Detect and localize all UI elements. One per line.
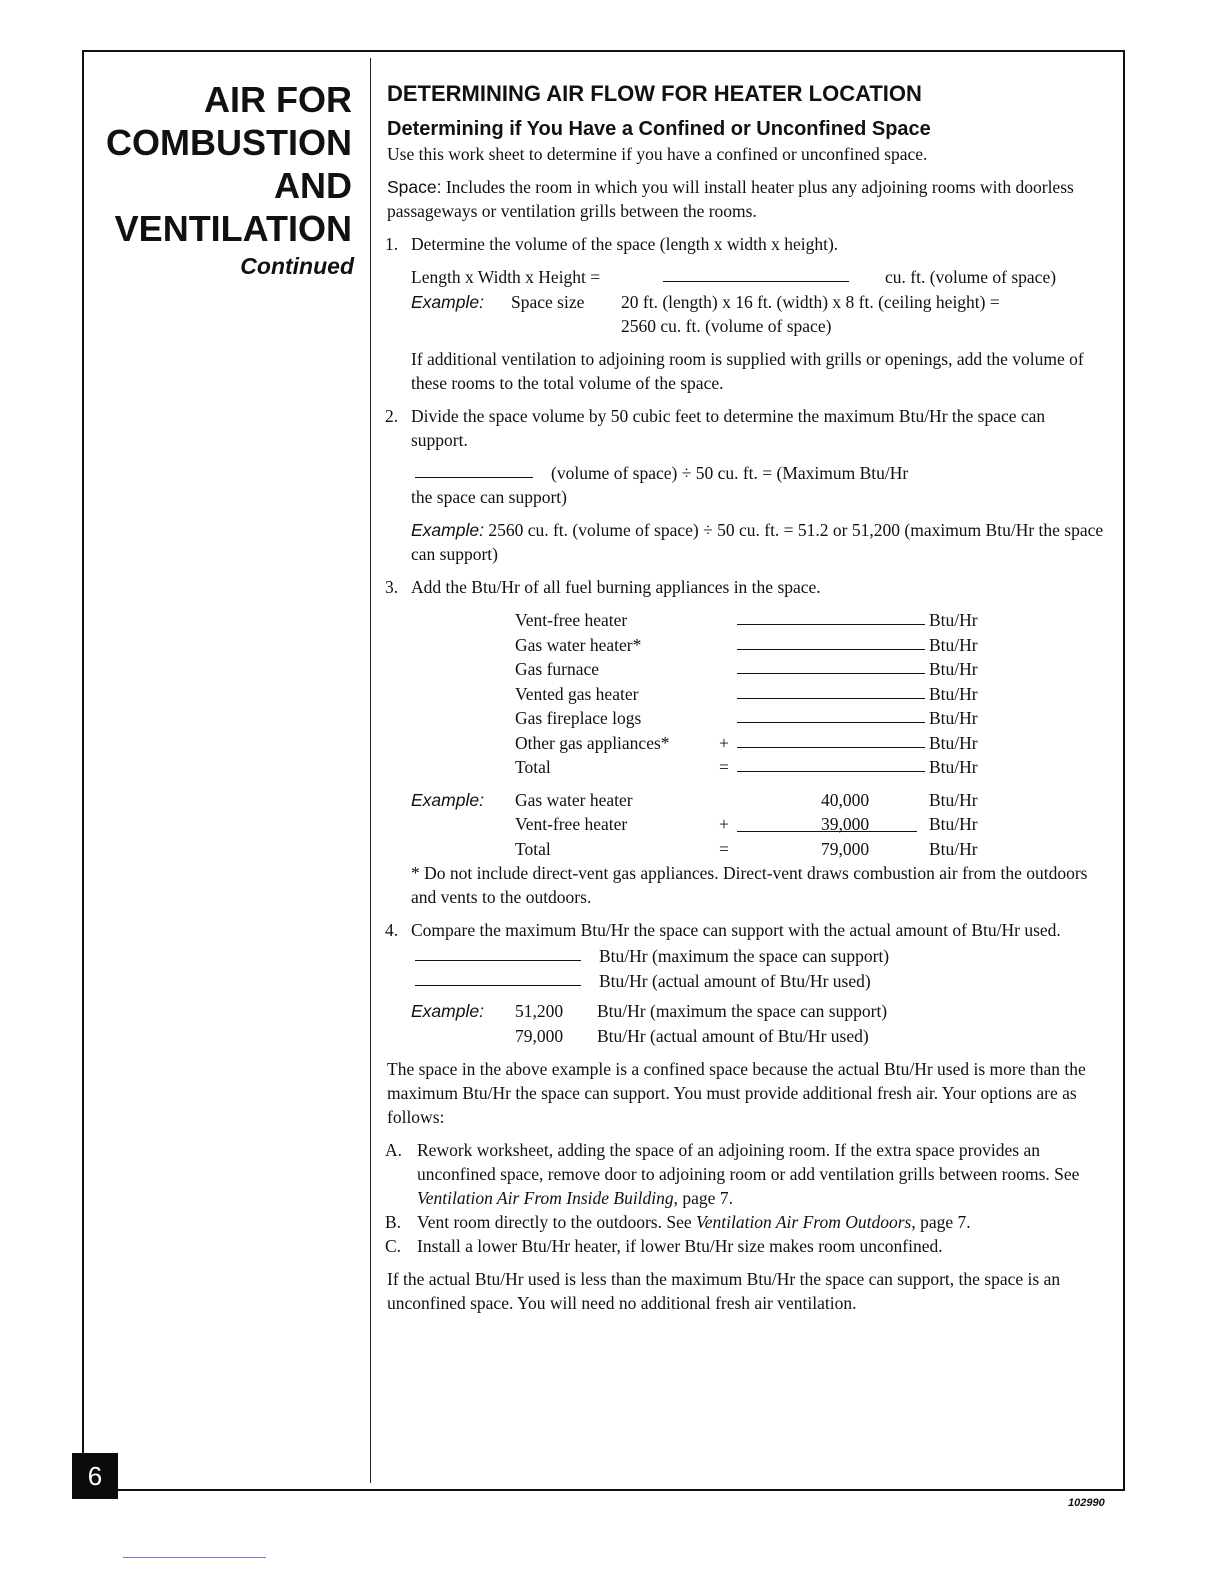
appliance-row [411,731,1105,756]
example-value: 39,000 [821,814,870,834]
option-reference: Ventilation Air From Inside Building [417,1188,674,1208]
option-body: Rework worksheet, adding the space of an adjoining room. If the extra space provides an unconfined space, remove door to adjoining room or add ventilation grills between rooms. See [417,1140,1080,1184]
option-c [385,1234,1105,1258]
example-appliance-name: Vent-free heater [515,814,628,834]
option-letter: C. [385,1236,402,1256]
volume-formula-unit: cu. ft. (volume of space) [885,267,1057,287]
appliance-name: Gas fireplace logs [515,708,642,728]
example-label: Example: [411,1001,484,1021]
option-body: Install a lower Btu/Hr heater, if lower Btu/Hr size makes room unconfined. [417,1236,943,1256]
appliance-operator: = [719,757,729,777]
compare-blank [415,944,581,961]
example-row [411,812,1105,837]
appliance-blank [737,633,925,650]
frame-top-border [82,50,1125,52]
space-definition [387,175,1105,223]
final-text: If the actual Btu/Hr used is less than the maximum Btu/Hr the space can support, the space is an unconfined space. You will need no additional fresh air ventilation. [387,1269,1061,1313]
compare-example-row [411,999,1105,1024]
compare-example-row [411,1024,1105,1049]
appliance-blank [737,682,925,699]
section-title-line: AND [274,165,352,206]
appliance-name: Vent-free heater [515,610,628,630]
step-1-text: Determine the volume of the space (length x width x height). [411,234,839,254]
appliance-row [411,633,1105,658]
step-number: 4. [385,920,399,940]
max-btu-formula: (volume of space) ÷ 50 cu. ft. = (Maximum Btu/Hr [551,462,909,483]
example-unit: Btu/Hr [929,838,978,859]
example-appliance-name: Gas water heater [515,789,633,810]
appliance-unit: Btu/Hr [929,683,978,704]
option-b [385,1210,1105,1234]
step-4-text: Compare the maximum Btu/Hr the space can support with the actual amount of Btu/Hr used. [411,920,1061,940]
section-subtitle: Continued [240,253,354,279]
option-letter: A. [385,1140,403,1160]
example-unit: Btu/Hr [929,789,978,810]
conclusion-text: The space in the above example is a confined space because the actual Btu/Hr used is more than the maximum Btu/Hr the space can support. You must provide additional fresh air. Your options are as follows: [387,1059,1086,1127]
appliance-unit: Btu/Hr [929,708,978,728]
compare-row [411,944,1105,969]
example-label: Example: [411,789,484,810]
appliance-name: Vented gas heater [515,683,639,704]
step-number: 1. [385,234,399,254]
appliance-blank [737,657,925,674]
option-tail: , page 7. [911,1212,971,1232]
example-value: 79,000 [821,838,870,859]
frame-bottom-border [82,1489,1125,1491]
step-number: 3. [385,577,399,597]
appliance-blank [737,731,925,748]
appliance-worksheet [411,608,1105,780]
volume-formula-label: Length x Width x Height = [411,267,601,287]
example-label: Example: [411,291,484,312]
appliance-blank [737,608,925,625]
section-title-line: VENTILATION [114,208,352,249]
section-title [106,78,352,250]
appliance-name: Other gas appliances* [515,732,670,753]
appliance-name: Total [515,757,551,777]
page-number: 6 [72,1453,118,1499]
appliance-row [411,682,1105,707]
option-body: Vent room directly to the outdoors. See [417,1212,696,1232]
compare-row [411,969,1105,994]
appliance-row [411,608,1105,633]
example-text: Btu/Hr (maximum the space can support) [597,1001,888,1021]
compare-line: Btu/Hr (maximum the space can support) [599,946,890,966]
step-2-text: Divide the space volume by 50 cubic feet to determine the maximum Btu/Hr the space can support. [411,405,1046,450]
appliance-unit: Btu/Hr [929,634,978,655]
section-title-line: AIR FOR [204,79,352,120]
space-text: Includes the room in which you will install heater plus any adjoining rooms with doorless passageways or ventilation grills between the rooms. [387,177,1074,221]
step-1 [385,232,1105,395]
example-space-size: Space size [511,291,585,312]
space-label: Space: [387,177,442,197]
example-row [411,788,1105,813]
option-text [417,1234,1105,1258]
example-total-row [411,837,1105,862]
appliance-row [411,706,1105,731]
option-reference: Ventilation Air From Outdoors [695,1212,912,1232]
max-btu-formula-row [411,461,1105,486]
subheading: Determining if You Have a Confined or Unconfined Space [387,118,931,140]
step-4 [385,918,1105,1048]
example-operator: = [719,838,729,859]
appliance-unit: Btu/Hr [929,610,978,630]
appliance-unit: Btu/Hr [929,659,978,679]
appliance-total-row [411,755,1105,780]
appliance-row [411,657,1105,682]
example-text: Btu/Hr (actual amount of Btu/Hr used) [597,1025,869,1046]
option-tail: , page 7. [673,1188,733,1208]
appliance-name: Gas water heater* [515,634,642,655]
step-3 [385,575,1105,909]
example-value: 51,200 [515,1001,564,1021]
column-divider [370,58,371,1483]
compare-blank [415,969,581,986]
appliance-blank [737,755,925,772]
appliance-operator: + [719,732,729,753]
frame-right-border [1123,50,1125,1491]
appliance-unit: Btu/Hr [929,757,978,777]
main-content [385,82,1105,1324]
step-1-note: If additional ventilation to adjoining room is supplied with grills or openings, add the volume of these rooms to the total volume of the space. [411,348,1084,393]
option-text [417,1138,1105,1210]
bottom-rule [123,1557,266,1558]
step-1-example-result-row [411,314,1105,339]
max-btu-blank [415,461,533,478]
volume-blank [663,265,849,282]
example-dimensions: 20 ft. (length) x 16 ft. (width) x 8 ft. (ceiling height) = [621,291,1000,312]
example-value: 79,000 [515,1025,564,1046]
example-unit: Btu/Hr [929,814,978,834]
frame-left-border [82,50,84,1491]
intro-text: Use this work sheet to determine if you have a confined or unconfined space. [387,144,928,164]
appliance-example [411,788,1105,862]
compare-line: Btu/Hr (actual amount of Btu/Hr used) [599,970,871,991]
step-1-example-row [411,290,1105,315]
document-code: 102990 [1068,1497,1105,1509]
appliance-name: Gas furnace [515,659,600,679]
step-2-example [411,518,1105,566]
option-text [417,1210,1105,1234]
example-volume-result: 2560 cu. ft. (volume of space) [621,316,832,336]
appliance-unit: Btu/Hr [929,732,978,753]
step-3-footnote: * Do not include direct-vent gas appliances. Direct-vent draws combustion air from the outdoors and vents to the outdoors. [411,863,1088,907]
step-number: 2. [385,405,399,426]
step-2 [385,404,1105,567]
option-a [385,1138,1105,1210]
page-heading: DETERMINING AIR FLOW FOR HEATER LOCATION [387,81,922,106]
max-btu-formula-cont: the space can support) [411,487,567,507]
example-label: Example: [411,520,484,540]
volume-formula-row [411,265,1105,290]
example-appliance-name: Total [515,838,551,859]
example-operator: + [719,814,729,834]
section-title-line: COMBUSTION [106,122,352,163]
option-letter: B. [385,1212,402,1232]
appliance-blank [737,706,925,723]
step-2-example-text: 2560 cu. ft. (volume of space) ÷ 50 cu. ft. = 51.2 or 51,200 (maximum Btu/Hr the space can support) [411,520,1104,564]
step-3-text: Add the Btu/Hr of all fuel burning appliances in the space. [411,577,821,597]
example-value: 40,000 [821,789,870,810]
